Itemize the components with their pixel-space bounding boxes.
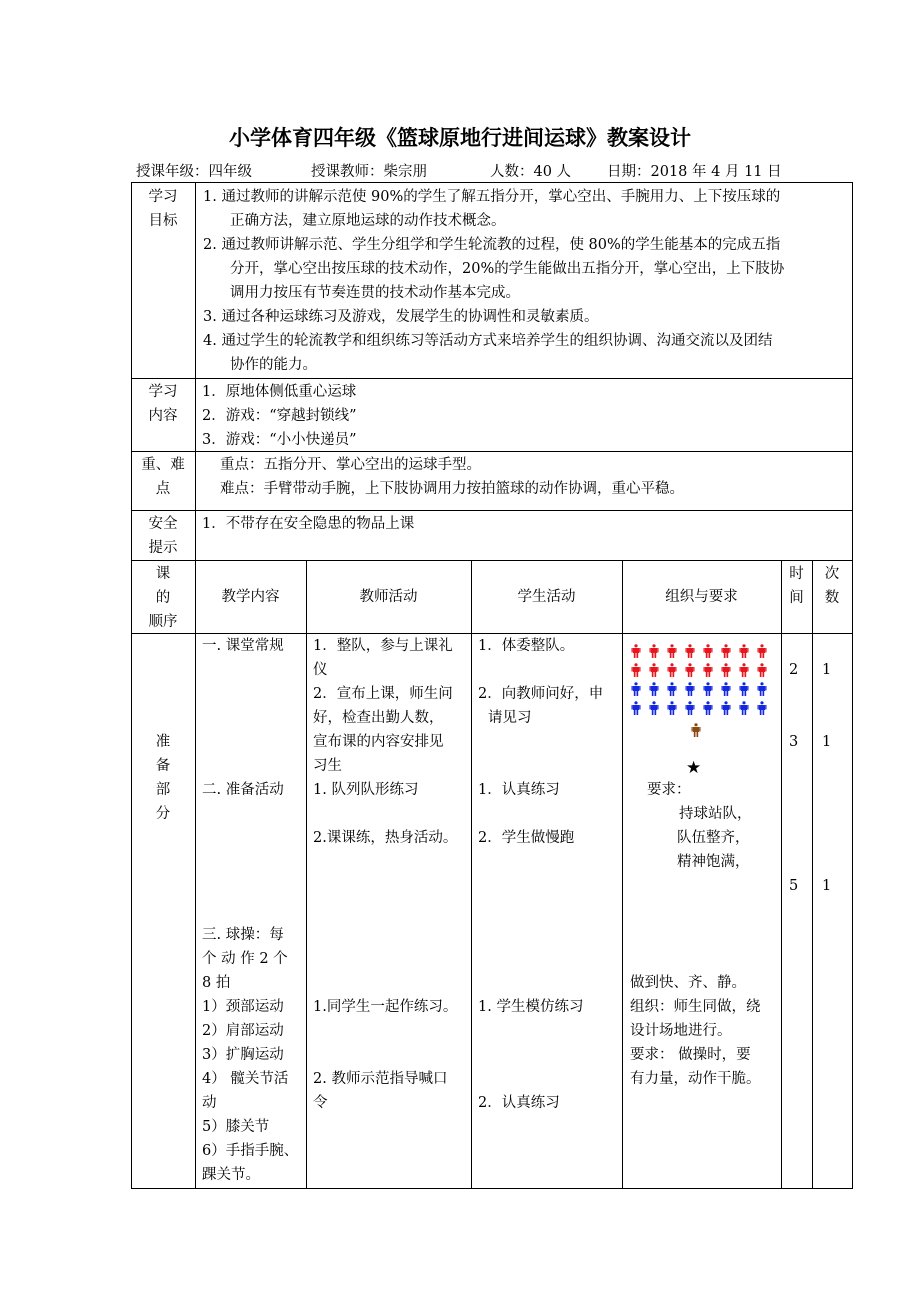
- horizontal-rule: [131, 378, 853, 379]
- student-blue-icon: [667, 701, 677, 715]
- student-blue-icon: [739, 701, 749, 715]
- header-order: 课 的 顺序: [148, 566, 178, 630]
- student-red-icon: [667, 663, 677, 677]
- student-blue-icon: [631, 701, 641, 715]
- org-requirement-line: 设计场地进行。: [630, 1023, 732, 1039]
- teacher-activity-line: 1．整队，参与上课礼: [313, 638, 453, 654]
- safety-item: 1．不带存在安全隐患的物品上课: [202, 516, 415, 532]
- student-blue-icon: [667, 682, 677, 696]
- time-value: 2: [789, 662, 799, 678]
- objective-line: 分开，掌心空出按压球的技术动作，20%的学生能做出五指分开，掌心空出，上下肢协: [230, 261, 785, 277]
- student-blue-icon: [649, 701, 659, 715]
- student-red-icon: [649, 663, 659, 677]
- objective-line: 协作的能力。: [230, 357, 317, 373]
- meta-count: 人数：40 人: [490, 164, 572, 180]
- student-red-icon: [631, 644, 641, 658]
- horizontal-rule: [131, 560, 853, 561]
- teacher-activity-line: 习生: [313, 758, 342, 774]
- times-value: 1: [822, 662, 832, 678]
- horizontal-rule: [131, 182, 853, 183]
- objective-line: 3. 通过各种运球练习及游戏，发展学生的协调性和灵敏素质。: [203, 309, 599, 325]
- time-value: 5: [789, 878, 799, 894]
- org-requirement-line: 要求： 做操时，要: [630, 1047, 751, 1063]
- org-requirement-line: 队伍整齐，: [677, 830, 750, 846]
- student-blue-icon: [685, 701, 695, 715]
- prep-content-line: 5）膝关节: [202, 1119, 270, 1135]
- student-red-icon: [757, 644, 767, 658]
- times-value: 1: [822, 878, 832, 894]
- prep-content-line: 8 拍: [202, 975, 231, 991]
- prep-content-line: 4） 髋关节活: [202, 1071, 289, 1087]
- keypoints-label: 重、难 点: [141, 457, 185, 497]
- objective-line: 调用力按压有节奏连贯的技术动作基本完成。: [230, 285, 520, 301]
- teacher-activity-line: 2．宣布上课，师生问: [313, 686, 453, 702]
- header-times: 次 数: [824, 566, 840, 606]
- keypoint-item: 难点：手臂带动手腕，上下肢协调用力按拍篮球的动作协调，重心平稳。: [220, 481, 684, 497]
- student-red-icon: [703, 644, 713, 658]
- student-activity-line: 2．认真练习: [478, 1095, 560, 1111]
- student-red-icon: [739, 663, 749, 677]
- prep-content-line: 二. 准备活动: [202, 782, 284, 798]
- page-title: 小学体育四年级《篮球原地行进间运球》教案设计: [229, 126, 691, 150]
- student-blue-icon: [757, 682, 767, 696]
- student-blue-icon: [631, 682, 641, 696]
- student-blue-icon: [685, 682, 695, 696]
- header-content: 教学内容: [221, 589, 280, 605]
- time-value: 3: [789, 734, 799, 750]
- header-teacher: 教师活动: [359, 589, 418, 605]
- prep-content-line: 三. 球操：每: [202, 927, 284, 943]
- student-blue-icon: [703, 682, 713, 696]
- times-value: 1: [822, 734, 832, 750]
- vertical-rule: [812, 560, 813, 1189]
- prep-content-line: 个 动 作 2 个: [202, 951, 288, 967]
- prep-content-line: 动: [202, 1095, 217, 1111]
- student-red-icon: [721, 644, 731, 658]
- org-requirement-line: 精神饱满，: [677, 854, 750, 870]
- keypoint-item: 重点：五指分开、掌心空出的运球手型。: [220, 457, 481, 473]
- student-red-icon: [721, 663, 731, 677]
- teacher-activity-line: 1. 队列队形练习: [313, 782, 419, 798]
- teacher-activity-line: 宣布课的内容安排见: [313, 734, 444, 750]
- org-requirement-line: 持球站队，: [679, 806, 752, 822]
- student-activity-line: 1．体委整队。: [478, 638, 575, 654]
- vertical-rule: [471, 560, 472, 1189]
- vertical-rule: [781, 560, 782, 1189]
- objectives-label: 学习 目标: [148, 189, 178, 229]
- org-requirement-line: 组织：师生同做，绕: [630, 999, 761, 1015]
- content-item: 1．原地体侧低重心运球: [202, 384, 357, 400]
- student-activity-line: 请见习: [488, 710, 532, 726]
- vertical-rule: [852, 182, 853, 1189]
- horizontal-rule: [131, 1188, 853, 1189]
- vertical-rule: [306, 560, 307, 1189]
- prep-content-line: 6）手指手腕、: [202, 1143, 299, 1159]
- teacher-activity-line: 令: [313, 1095, 328, 1111]
- student-blue-icon: [649, 682, 659, 696]
- vertical-rule: [622, 560, 623, 1189]
- meta-teacher: 授课教师：柴宗朋: [311, 164, 427, 180]
- org-requirement-line: 做到快、齐、静。: [630, 975, 746, 991]
- student-activity-line: 2．向教师问好，申: [478, 686, 604, 702]
- objective-line: 4. 通过学生的轮流教学和组织练习等活动方式来培养学生的组织协调、沟通交流以及团结: [203, 333, 773, 349]
- student-activity-line: 1. 学生模仿练习: [478, 999, 584, 1015]
- student-red-icon: [703, 663, 713, 677]
- prep-content-line: 踝关节。: [202, 1167, 260, 1183]
- student-activity-line: 2．学生做慢跑: [478, 830, 575, 846]
- student-red-icon: [631, 663, 641, 677]
- content-item: 3．游戏：“小小快递员”: [202, 432, 357, 448]
- student-red-icon: [685, 644, 695, 658]
- prep-content-line: 1）颈部运动: [202, 999, 284, 1015]
- meta-date: 日期：2018 年 4 月 11 日: [607, 164, 782, 180]
- student-blue-icon: [757, 701, 767, 715]
- student-blue-icon: [721, 701, 731, 715]
- student-red-icon: [757, 663, 767, 677]
- content-label: 学习 内容: [148, 384, 178, 424]
- prep-content-line: 一. 课堂常规: [202, 638, 284, 654]
- vertical-rule: [195, 182, 196, 1189]
- meta-grade: 授课年级：四年级: [136, 164, 252, 180]
- org-requirement-line: 要求：: [647, 782, 691, 798]
- star-icon: ★: [686, 758, 702, 778]
- student-red-icon: [649, 644, 659, 658]
- student-blue-icon: [739, 682, 749, 696]
- student-blue-icon: [721, 682, 731, 696]
- horizontal-rule: [131, 510, 853, 511]
- objective-line: 正确方法，建立原地运球的动作技术概念。: [230, 213, 506, 229]
- teacher-activity-line: 2.课课练，热身活动。: [313, 830, 458, 846]
- teacher-activity-line: 1.同学生一起作练习。: [313, 999, 458, 1015]
- safety-label: 安全 提示: [148, 516, 178, 556]
- teacher-figure-icon: [691, 723, 701, 737]
- student-red-icon: [685, 663, 695, 677]
- student-blue-icon: [703, 701, 713, 715]
- header-student: 学生活动: [517, 589, 576, 605]
- section-prep: 准 备 部 分: [155, 734, 171, 822]
- teacher-activity-line: 好，检查出勤人数，: [313, 710, 444, 726]
- student-activity-line: 1．认真练习: [478, 782, 560, 798]
- student-red-icon: [667, 644, 677, 658]
- teacher-activity-line: 2. 教师示范指导喊口: [313, 1071, 448, 1087]
- prep-content-line: 3）扩胸运动: [202, 1047, 284, 1063]
- org-requirement-line: 有力量，动作干脆。: [630, 1071, 761, 1087]
- student-red-icon: [739, 644, 749, 658]
- content-item: 2．游戏：“穿越封锁线”: [202, 408, 357, 424]
- teacher-activity-line: 仪: [313, 662, 328, 678]
- header-org: 组织与要求: [665, 589, 738, 605]
- prep-content-line: 2）肩部运动: [202, 1023, 284, 1039]
- objective-line: 2. 通过教师讲解示范、学生分组学和学生轮流教的过程，使 80%的学生能基本的完成五指: [203, 237, 781, 253]
- header-time: 时 间: [789, 566, 804, 606]
- objective-line: 1. 通过教师的讲解示范使 90%的学生了解五指分开，掌心空出、手腕用力、上下按压球的: [203, 189, 781, 205]
- vertical-rule: [131, 182, 132, 1189]
